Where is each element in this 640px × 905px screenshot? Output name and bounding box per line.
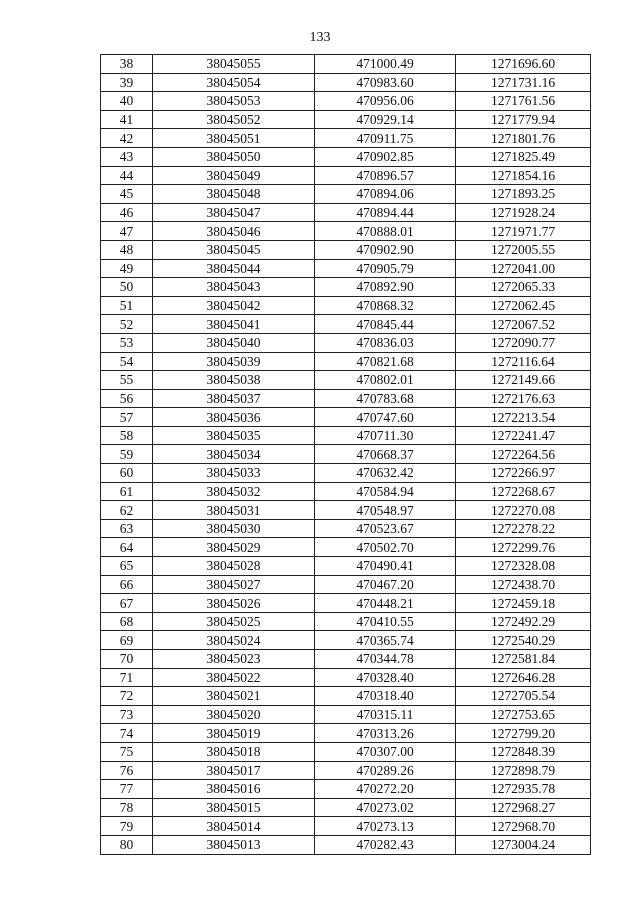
y-coordinate-cell: 1272935.78 xyxy=(456,780,591,799)
point-id-cell: 38045049 xyxy=(153,166,315,185)
table-row xyxy=(101,650,591,669)
y-coordinate-cell: 1272540.29 xyxy=(456,631,591,650)
y-coordinate-cell: 1272581.84 xyxy=(456,650,591,669)
y-coordinate-cell: 1271825.49 xyxy=(456,147,591,166)
row-number-cell: 70 xyxy=(101,650,153,669)
point-id-cell: 38045031 xyxy=(153,501,315,520)
point-id-cell: 38045052 xyxy=(153,110,315,129)
x-coordinate-cell: 470289.26 xyxy=(315,761,456,780)
table-row xyxy=(101,426,591,445)
row-number-cell: 66 xyxy=(101,575,153,594)
y-coordinate-cell: 1272299.76 xyxy=(456,538,591,557)
row-number-cell: 54 xyxy=(101,352,153,371)
y-coordinate-cell: 1271779.94 xyxy=(456,110,591,129)
x-coordinate-cell: 470307.00 xyxy=(315,742,456,761)
table-row xyxy=(101,166,591,185)
point-id-cell: 38045037 xyxy=(153,389,315,408)
row-number-cell: 59 xyxy=(101,445,153,464)
x-coordinate-cell: 470902.85 xyxy=(315,147,456,166)
y-coordinate-cell: 1272328.08 xyxy=(456,557,591,576)
point-id-cell: 38045028 xyxy=(153,557,315,576)
table-row xyxy=(101,594,591,613)
coordinates-table-container xyxy=(100,54,590,855)
row-number-cell: 51 xyxy=(101,296,153,315)
x-coordinate-cell: 470313.26 xyxy=(315,724,456,743)
row-number-cell: 78 xyxy=(101,798,153,817)
table-row xyxy=(101,724,591,743)
row-number-cell: 38 xyxy=(101,55,153,74)
table-row xyxy=(101,371,591,390)
y-coordinate-cell: 1272646.28 xyxy=(456,668,591,687)
y-coordinate-cell: 1272264.56 xyxy=(456,445,591,464)
point-id-cell: 38045033 xyxy=(153,464,315,483)
table-row xyxy=(101,55,591,74)
y-coordinate-cell: 1272968.27 xyxy=(456,798,591,817)
y-coordinate-cell: 1272065.33 xyxy=(456,278,591,297)
point-id-cell: 38045030 xyxy=(153,519,315,538)
table-row xyxy=(101,668,591,687)
row-number-cell: 50 xyxy=(101,278,153,297)
row-number-cell: 41 xyxy=(101,110,153,129)
table-row xyxy=(101,835,591,854)
y-coordinate-cell: 1272062.45 xyxy=(456,296,591,315)
x-coordinate-cell: 470902.90 xyxy=(315,240,456,259)
point-id-cell: 38045024 xyxy=(153,631,315,650)
table-row xyxy=(101,705,591,724)
x-coordinate-cell: 470318.40 xyxy=(315,687,456,706)
row-number-cell: 60 xyxy=(101,464,153,483)
row-number-cell: 62 xyxy=(101,501,153,520)
row-number-cell: 40 xyxy=(101,92,153,111)
table-row xyxy=(101,92,591,111)
point-id-cell: 38045051 xyxy=(153,129,315,148)
table-row xyxy=(101,278,591,297)
table-row xyxy=(101,110,591,129)
table-row xyxy=(101,798,591,817)
point-id-cell: 38045048 xyxy=(153,185,315,204)
row-number-cell: 49 xyxy=(101,259,153,278)
point-id-cell: 38045055 xyxy=(153,55,315,74)
row-number-cell: 47 xyxy=(101,222,153,241)
table-row xyxy=(101,557,591,576)
y-coordinate-cell: 1272799.20 xyxy=(456,724,591,743)
y-coordinate-cell: 1271801.76 xyxy=(456,129,591,148)
x-coordinate-cell: 470548.97 xyxy=(315,501,456,520)
table-row xyxy=(101,631,591,650)
x-coordinate-cell: 470747.60 xyxy=(315,408,456,427)
table-row xyxy=(101,612,591,631)
x-coordinate-cell: 470282.43 xyxy=(315,835,456,854)
x-coordinate-cell: 470911.75 xyxy=(315,129,456,148)
table-row xyxy=(101,538,591,557)
point-id-cell: 38045044 xyxy=(153,259,315,278)
point-id-cell: 38045029 xyxy=(153,538,315,557)
y-coordinate-cell: 1272241.47 xyxy=(456,426,591,445)
point-id-cell: 38045015 xyxy=(153,798,315,817)
y-coordinate-cell: 1271696.60 xyxy=(456,55,591,74)
point-id-cell: 38045036 xyxy=(153,408,315,427)
table-row xyxy=(101,761,591,780)
y-coordinate-cell: 1271893.25 xyxy=(456,185,591,204)
point-id-cell: 38045021 xyxy=(153,687,315,706)
point-id-cell: 38045014 xyxy=(153,817,315,836)
table-row xyxy=(101,315,591,334)
x-coordinate-cell: 470929.14 xyxy=(315,110,456,129)
x-coordinate-cell: 470836.03 xyxy=(315,333,456,352)
row-number-cell: 79 xyxy=(101,817,153,836)
table-row xyxy=(101,296,591,315)
point-id-cell: 38045034 xyxy=(153,445,315,464)
x-coordinate-cell: 470448.21 xyxy=(315,594,456,613)
table-row xyxy=(101,445,591,464)
table-row xyxy=(101,129,591,148)
point-id-cell: 38045027 xyxy=(153,575,315,594)
y-coordinate-cell: 1272278.22 xyxy=(456,519,591,538)
x-coordinate-cell: 470467.20 xyxy=(315,575,456,594)
x-coordinate-cell: 470365.74 xyxy=(315,631,456,650)
table-row xyxy=(101,464,591,483)
table-row xyxy=(101,185,591,204)
row-number-cell: 42 xyxy=(101,129,153,148)
row-number-cell: 44 xyxy=(101,166,153,185)
y-coordinate-cell: 1272067.52 xyxy=(456,315,591,334)
table-row xyxy=(101,240,591,259)
x-coordinate-cell: 470783.68 xyxy=(315,389,456,408)
row-number-cell: 39 xyxy=(101,73,153,92)
table-row xyxy=(101,73,591,92)
point-id-cell: 38045023 xyxy=(153,650,315,669)
page-number: 133 xyxy=(309,30,331,45)
row-number-cell: 53 xyxy=(101,333,153,352)
x-coordinate-cell: 470523.67 xyxy=(315,519,456,538)
y-coordinate-cell: 1272041.00 xyxy=(456,259,591,278)
y-coordinate-cell: 1271731.16 xyxy=(456,73,591,92)
row-number-cell: 61 xyxy=(101,482,153,501)
row-number-cell: 58 xyxy=(101,426,153,445)
point-id-cell: 38045039 xyxy=(153,352,315,371)
x-coordinate-cell: 470410.55 xyxy=(315,612,456,631)
point-id-cell: 38045032 xyxy=(153,482,315,501)
row-number-cell: 76 xyxy=(101,761,153,780)
table-row xyxy=(101,259,591,278)
x-coordinate-cell: 470821.68 xyxy=(315,352,456,371)
y-coordinate-cell: 1273004.24 xyxy=(456,835,591,854)
y-coordinate-cell: 1271971.77 xyxy=(456,222,591,241)
x-coordinate-cell: 470845.44 xyxy=(315,315,456,334)
y-coordinate-cell: 1272438.70 xyxy=(456,575,591,594)
point-id-cell: 38045019 xyxy=(153,724,315,743)
row-number-cell: 69 xyxy=(101,631,153,650)
table-row xyxy=(101,222,591,241)
row-number-cell: 67 xyxy=(101,594,153,613)
y-coordinate-cell: 1272005.55 xyxy=(456,240,591,259)
row-number-cell: 43 xyxy=(101,147,153,166)
point-id-cell: 38045042 xyxy=(153,296,315,315)
row-number-cell: 57 xyxy=(101,408,153,427)
point-id-cell: 38045016 xyxy=(153,780,315,799)
x-coordinate-cell: 470584.94 xyxy=(315,482,456,501)
x-coordinate-cell: 470315.11 xyxy=(315,705,456,724)
y-coordinate-cell: 1272459.18 xyxy=(456,594,591,613)
x-coordinate-cell: 470983.60 xyxy=(315,73,456,92)
x-coordinate-cell: 470344.78 xyxy=(315,650,456,669)
x-coordinate-cell: 470868.32 xyxy=(315,296,456,315)
row-number-cell: 73 xyxy=(101,705,153,724)
table-row xyxy=(101,482,591,501)
x-coordinate-cell: 470502.70 xyxy=(315,538,456,557)
point-id-cell: 38045046 xyxy=(153,222,315,241)
x-coordinate-cell: 470711.30 xyxy=(315,426,456,445)
y-coordinate-cell: 1272176.63 xyxy=(456,389,591,408)
x-coordinate-cell: 470894.44 xyxy=(315,203,456,222)
point-id-cell: 38045038 xyxy=(153,371,315,390)
x-coordinate-cell: 470668.37 xyxy=(315,445,456,464)
table-row xyxy=(101,333,591,352)
point-id-cell: 38045025 xyxy=(153,612,315,631)
row-number-cell: 63 xyxy=(101,519,153,538)
x-coordinate-cell: 470632.42 xyxy=(315,464,456,483)
point-id-cell: 38045013 xyxy=(153,835,315,854)
point-id-cell: 38045054 xyxy=(153,73,315,92)
row-number-cell: 77 xyxy=(101,780,153,799)
x-coordinate-cell: 470273.02 xyxy=(315,798,456,817)
point-id-cell: 38045040 xyxy=(153,333,315,352)
y-coordinate-cell: 1272266.97 xyxy=(456,464,591,483)
row-number-cell: 71 xyxy=(101,668,153,687)
table-row xyxy=(101,742,591,761)
x-coordinate-cell: 470273.13 xyxy=(315,817,456,836)
row-number-cell: 46 xyxy=(101,203,153,222)
y-coordinate-cell: 1272492.29 xyxy=(456,612,591,631)
row-number-cell: 52 xyxy=(101,315,153,334)
coordinates-table-body xyxy=(101,55,591,855)
y-coordinate-cell: 1272116.64 xyxy=(456,352,591,371)
row-number-cell: 48 xyxy=(101,240,153,259)
table-row xyxy=(101,687,591,706)
table-row xyxy=(101,575,591,594)
table-row xyxy=(101,408,591,427)
table-row xyxy=(101,203,591,222)
point-id-cell: 38045043 xyxy=(153,278,315,297)
x-coordinate-cell: 470802.01 xyxy=(315,371,456,390)
x-coordinate-cell: 470888.01 xyxy=(315,222,456,241)
row-number-cell: 65 xyxy=(101,557,153,576)
y-coordinate-cell: 1272753.65 xyxy=(456,705,591,724)
point-id-cell: 38045041 xyxy=(153,315,315,334)
y-coordinate-cell: 1272213.54 xyxy=(456,408,591,427)
y-coordinate-cell: 1272898.79 xyxy=(456,761,591,780)
y-coordinate-cell: 1272090.77 xyxy=(456,333,591,352)
row-number-cell: 68 xyxy=(101,612,153,631)
table-row xyxy=(101,780,591,799)
row-number-cell: 75 xyxy=(101,742,153,761)
x-coordinate-cell: 470905.79 xyxy=(315,259,456,278)
point-id-cell: 38045026 xyxy=(153,594,315,613)
table-row xyxy=(101,519,591,538)
x-coordinate-cell: 470490.41 xyxy=(315,557,456,576)
x-coordinate-cell: 470894.06 xyxy=(315,185,456,204)
y-coordinate-cell: 1271761.56 xyxy=(456,92,591,111)
table-row xyxy=(101,817,591,836)
y-coordinate-cell: 1271854.16 xyxy=(456,166,591,185)
row-number-cell: 56 xyxy=(101,389,153,408)
table-row xyxy=(101,147,591,166)
row-number-cell: 45 xyxy=(101,185,153,204)
y-coordinate-cell: 1272270.08 xyxy=(456,501,591,520)
point-id-cell: 38045020 xyxy=(153,705,315,724)
y-coordinate-cell: 1271928.24 xyxy=(456,203,591,222)
x-coordinate-cell: 470892.90 xyxy=(315,278,456,297)
x-coordinate-cell: 470328.40 xyxy=(315,668,456,687)
row-number-cell: 80 xyxy=(101,835,153,854)
row-number-cell: 72 xyxy=(101,687,153,706)
point-id-cell: 38045050 xyxy=(153,147,315,166)
point-id-cell: 38045017 xyxy=(153,761,315,780)
table-row xyxy=(101,389,591,408)
row-number-cell: 74 xyxy=(101,724,153,743)
table-row xyxy=(101,352,591,371)
point-id-cell: 38045022 xyxy=(153,668,315,687)
y-coordinate-cell: 1272705.54 xyxy=(456,687,591,706)
point-id-cell: 38045053 xyxy=(153,92,315,111)
x-coordinate-cell: 471000.49 xyxy=(315,55,456,74)
point-id-cell: 38045018 xyxy=(153,742,315,761)
y-coordinate-cell: 1272968.70 xyxy=(456,817,591,836)
y-coordinate-cell: 1272268.67 xyxy=(456,482,591,501)
y-coordinate-cell: 1272848.39 xyxy=(456,742,591,761)
coordinates-table xyxy=(100,54,591,855)
y-coordinate-cell: 1272149.66 xyxy=(456,371,591,390)
point-id-cell: 38045045 xyxy=(153,240,315,259)
row-number-cell: 64 xyxy=(101,538,153,557)
table-row xyxy=(101,501,591,520)
row-number-cell: 55 xyxy=(101,371,153,390)
point-id-cell: 38045047 xyxy=(153,203,315,222)
point-id-cell: 38045035 xyxy=(153,426,315,445)
x-coordinate-cell: 470896.57 xyxy=(315,166,456,185)
x-coordinate-cell: 470272.20 xyxy=(315,780,456,799)
x-coordinate-cell: 470956.06 xyxy=(315,92,456,111)
